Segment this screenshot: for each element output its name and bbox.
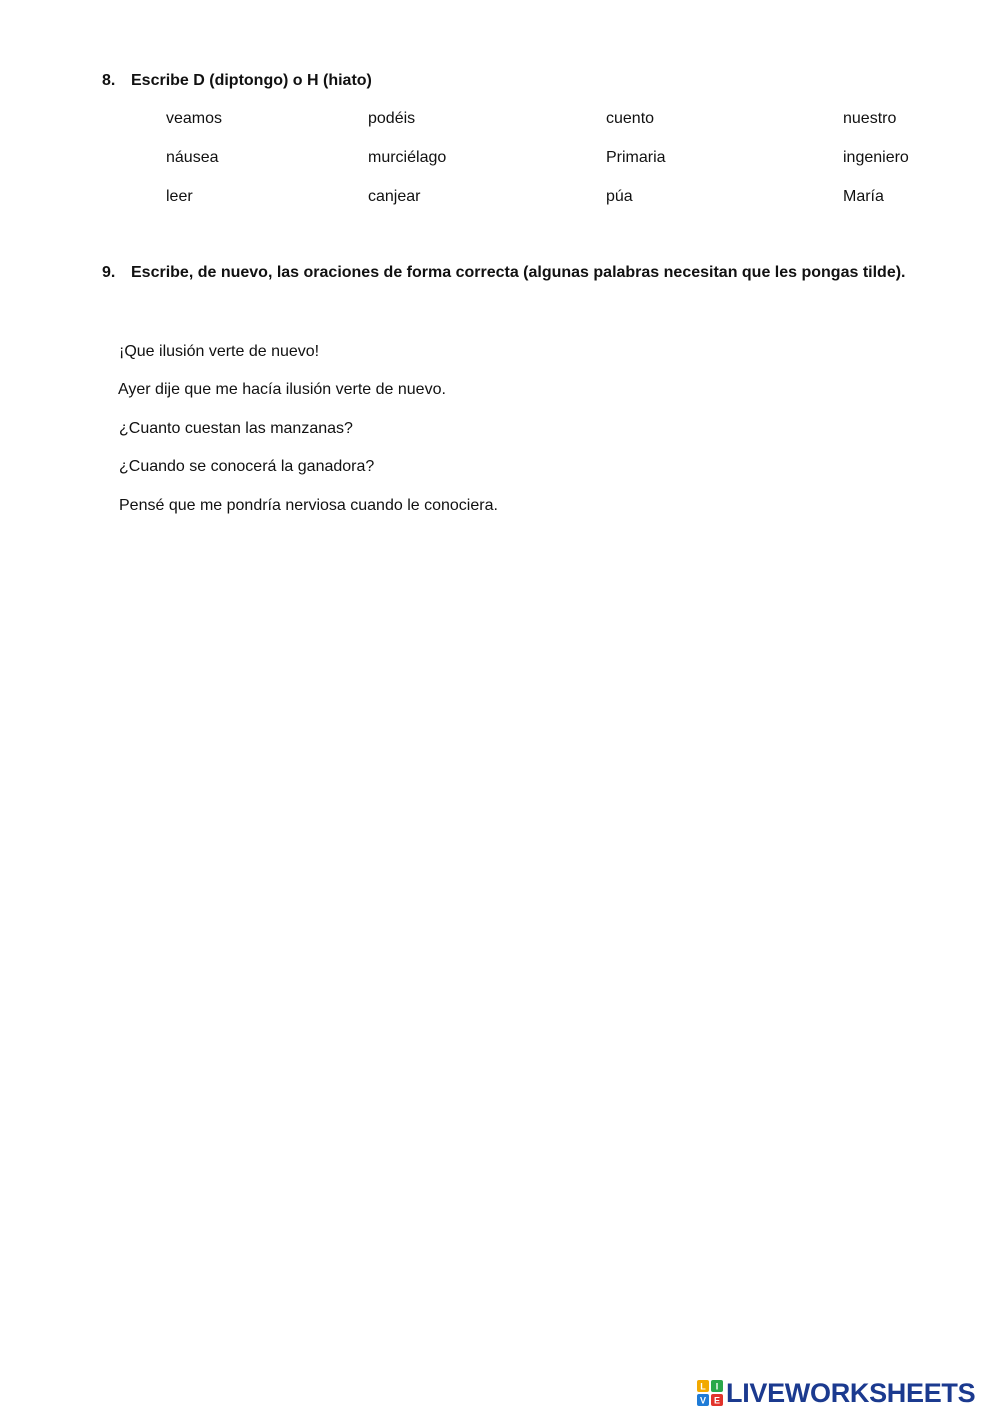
word-item: Primaria <box>606 149 666 166</box>
word-item: murciélago <box>368 149 447 166</box>
word-item: nuestro <box>843 110 897 127</box>
sentence-item: Pensé que me pondría nerviosa cuando le conociera. <box>119 497 498 514</box>
question-prompt: Escribe, de nuevo, las oraciones de forma correcta (algunas palabras necesitan que les pongas tilde). <box>131 264 906 281</box>
word-item: leer <box>166 188 193 205</box>
word-item: ingeniero <box>843 149 909 166</box>
svg-text:E: E <box>713 1395 721 1406</box>
question-number: 8. <box>102 72 116 89</box>
word-item: María <box>843 188 884 205</box>
word-item: púa <box>606 188 633 205</box>
svg-text:I: I <box>715 1381 719 1392</box>
sentence-item: ¡Que ilusión verte de nuevo! <box>119 343 320 360</box>
sentence-item: ¿Cuando se conocerá la ganadora? <box>119 458 375 475</box>
question-number: 9. <box>102 264 116 281</box>
svg-text:V: V <box>699 1395 707 1406</box>
word-item: veamos <box>166 110 223 127</box>
sentence-item: ¿Cuanto cuestan las manzanas? <box>119 420 353 437</box>
word-item: cuento <box>606 110 655 127</box>
logo-text: LIVEWORKSHEETS <box>726 1378 976 1408</box>
word-item: náusea <box>166 149 219 166</box>
svg-text:L: L <box>700 1381 706 1392</box>
question-prompt: Escribe D (diptongo) o H (hiato) <box>131 72 372 89</box>
word-item: podéis <box>368 110 416 127</box>
question-9-heading <box>102 263 928 292</box>
sentence-item: Ayer dije que me hacía ilusión verte de nuevo. <box>118 381 446 398</box>
liveworksheets-logo <box>697 1378 975 1408</box>
word-item: canjear <box>368 188 421 205</box>
liveworksheets-mark-icon <box>697 1380 723 1406</box>
